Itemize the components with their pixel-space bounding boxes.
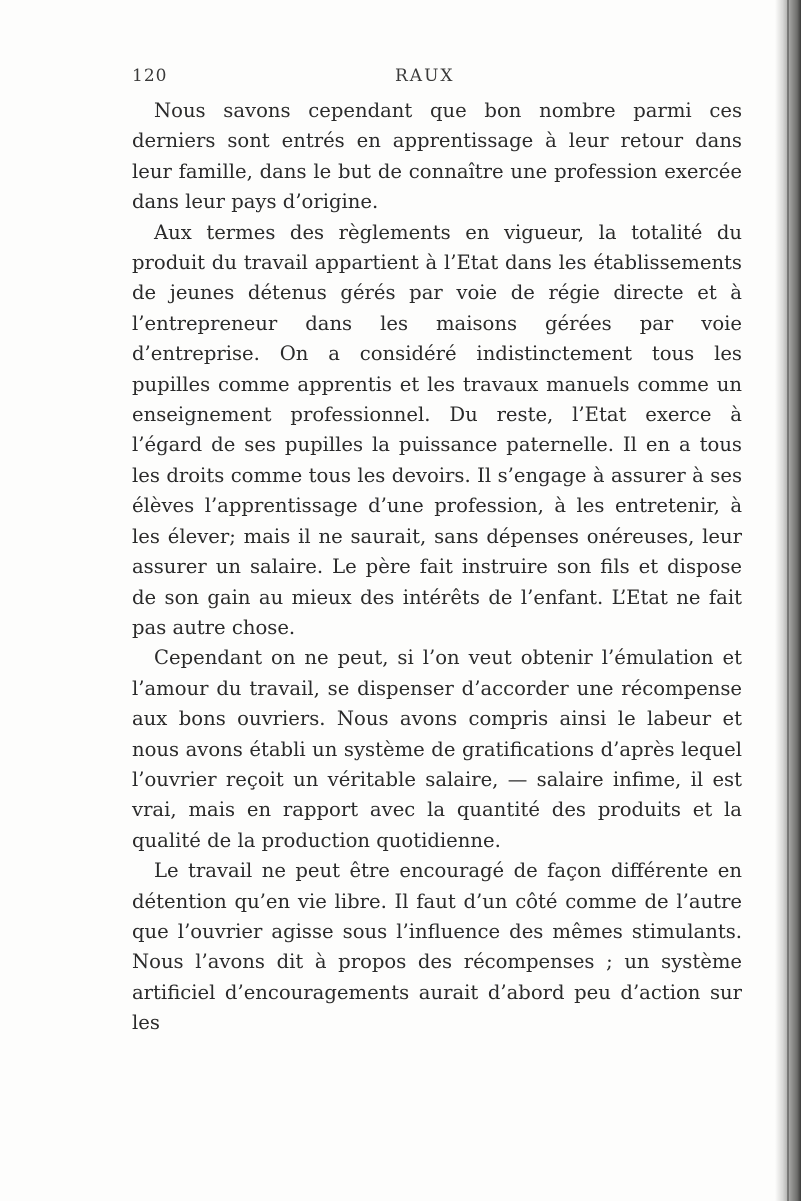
- paragraph-emulation: Cependant on ne peut, si l’on veut obtenir l’émulation et l’amour du travail, se dispenser d’accorder une récompense aux bons ouvriers. Nous avons compris ainsi le labeur et nous avons établi un système de gratifications d’après lequel l’ouvrier reçoit un véritable salaire, — salaire infime, il est vrai, mais en rapport avec la quantité des produits et la qualité de la production quotidienne.: [132, 646, 742, 852]
- running-title: RAUX: [395, 66, 455, 86]
- page-number: 120: [132, 66, 168, 86]
- page-binding-line: [787, 0, 789, 1201]
- body-text: [132, 96, 742, 1039]
- running-head: [132, 66, 742, 90]
- paragraph-apprenticeship: Nous savons cependant que bon nombre parmi ces derniers sont entrés en apprentissage à leur retour dans leur famille, dans le but de connaître une profession exercée dans leur pays d’origine.: [132, 99, 742, 214]
- paragraph-regulations: Aux termes des règlements en vigueur, la totalité du produit du travail appartient à l’Etat dans les établissements de jeunes détenus gérés par voie de régie directe et à l’entrepreneur dans les maisons gérées par voie d’entreprise. On a considéré indistinctement tous les pupilles comme apprentis et les travaux manuels comme un enseignement professionnel. Du reste, l’Etat exerce à l’égard de ses pupilles la puissance paternelle. Il en a tous les droits comme tous les devoirs. Il s’engage à assurer à ses élèves l’apprentissage d’une profession, à les entretenir, à les élever; mais il ne saurait, sans dépenses onéreuses, leur assurer un salaire. Le père fait instruire son fils et dispose de son gain au mieux des intérêts de l’enfant. L’Etat ne fait pas autre chose.: [132, 220, 742, 639]
- paragraph-encouragement: Le travail ne peut être encouragé de façon différente en détention qu’en vie libre. Il faut d’un côté comme de l’autre que l’ouvrier agisse sous l’influence des mêmes stimulants. Nous l’avons dit à propos des récompenses ; un système artificiel d’encouragements aurait d’abord peu d’action sur les: [132, 859, 742, 1035]
